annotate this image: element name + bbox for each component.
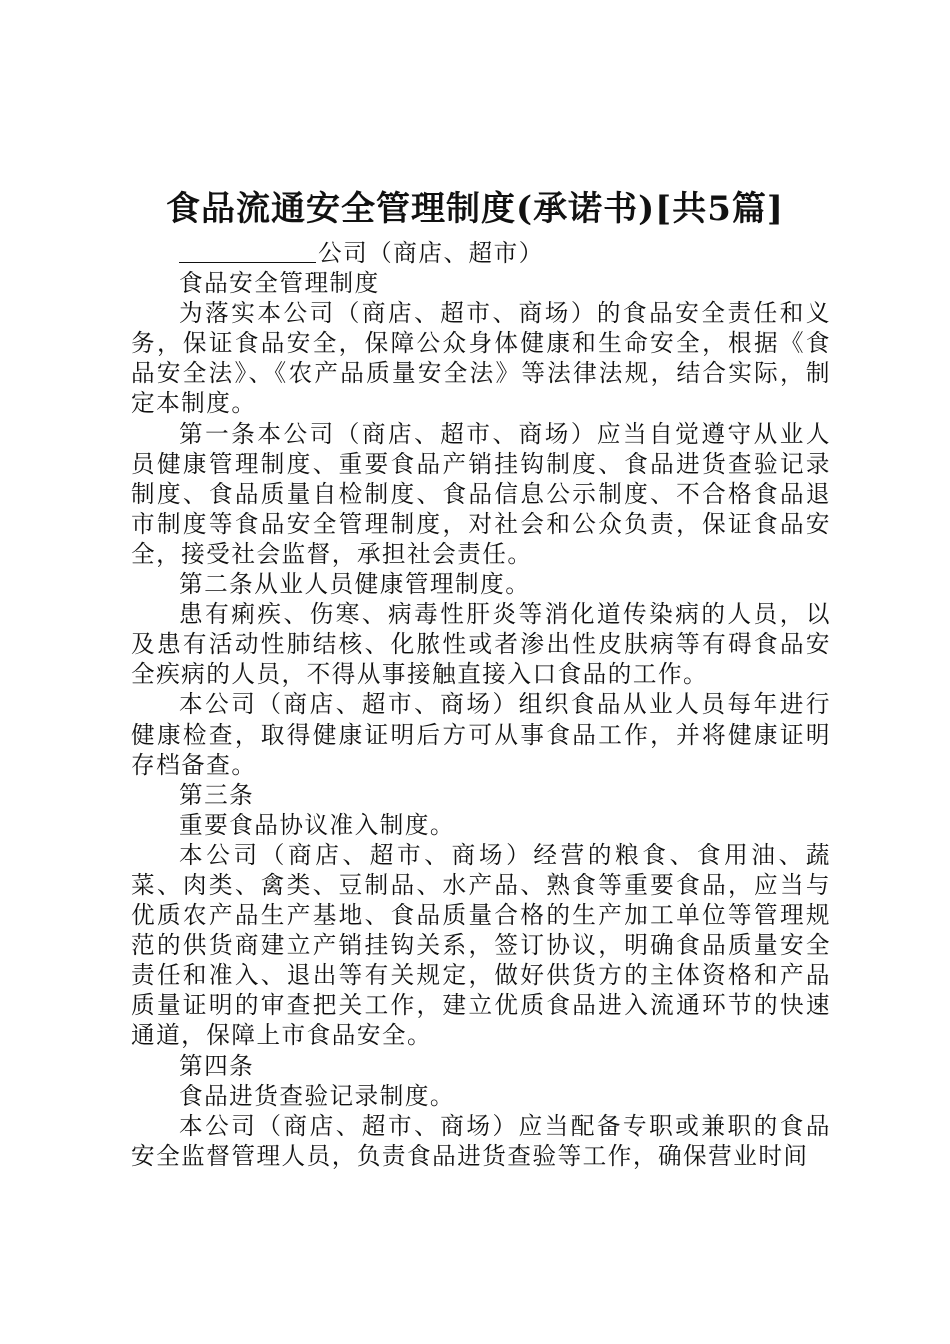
- company-line-text: 公司（商店、超市）: [318, 239, 544, 267]
- article-3-heading: 第三条: [179, 780, 255, 809]
- article-4-paragraph: 本公司（商店、超市、商场）应当配备专职或兼职的食品安全监督管理人员，负责食品进货查验等工作，确保营业时间: [131, 1111, 831, 1170]
- article-2-heading: 第二条从业人员健康管理制度。: [179, 570, 531, 599]
- article-3-subheading: 重要食品协议准入制度。: [179, 810, 456, 839]
- company-line: [131, 238, 831, 268]
- company-name-blank: [179, 242, 316, 263]
- article-4-subheading: 食品进货查验记录制度。: [179, 1081, 456, 1110]
- article-2-paragraph-1: 患有痢疾、伤寒、病毒性肝炎等消化道传染病的人员，以及患有活动性肺结核、化脓性或者渗出性皮肤病等有碍食品安全疾病的人员，不得从事接触直接入口食品的工作。: [131, 600, 831, 689]
- article-3-paragraph: 本公司（商店、超市、商场）经营的粮食、食用油、蔬菜、肉类、禽类、豆制品、水产品、熟食等重要食品，应当与优质农产品生产基地、食品质量合格的生产加工单位等管理规范的供货商建立产销挂钩关系，签订协议，明确食品质量安全责任和准入、退出等有关规定，做好供货方的主体资格和产品质量证明的审查把关工作，建立优质食品进入流通环节的快速通道，保障上市食品安全。: [131, 840, 831, 1050]
- article-4-heading: 第四条: [179, 1051, 255, 1080]
- article-1-paragraph: 第一条本公司（商店、超市、商场）应当自觉遵守从业人员健康管理制度、重要食品产销挂钩制度、食品进货查验记录制度、食品质量自检制度、食品信息公示制度、不合格食品退市制度等食品安全管理制度，对社会和公众负责，保证食品安全，接受社会监督，承担社会责任。: [131, 419, 831, 568]
- article-2-paragraph-2: 本公司（商店、超市、商场）组织食品从业人员每年进行健康检查，取得健康证明后方可从事食品工作，并将健康证明存档备查。: [131, 690, 831, 779]
- document-title: 食品流通安全管理制度(承诺书)[共5篇]: [165, 189, 784, 229]
- section-heading: 食品安全管理制度: [179, 269, 380, 298]
- document-body: [131, 238, 831, 1171]
- intro-paragraph: 为落实本公司（商店、超市、商场）的食品安全责任和义务，保证食品安全，保障公众身体健康和生命安全，根据《食品安全法》、《农产品质量安全法》等法律法规，结合实际，制定本制度。: [131, 299, 831, 418]
